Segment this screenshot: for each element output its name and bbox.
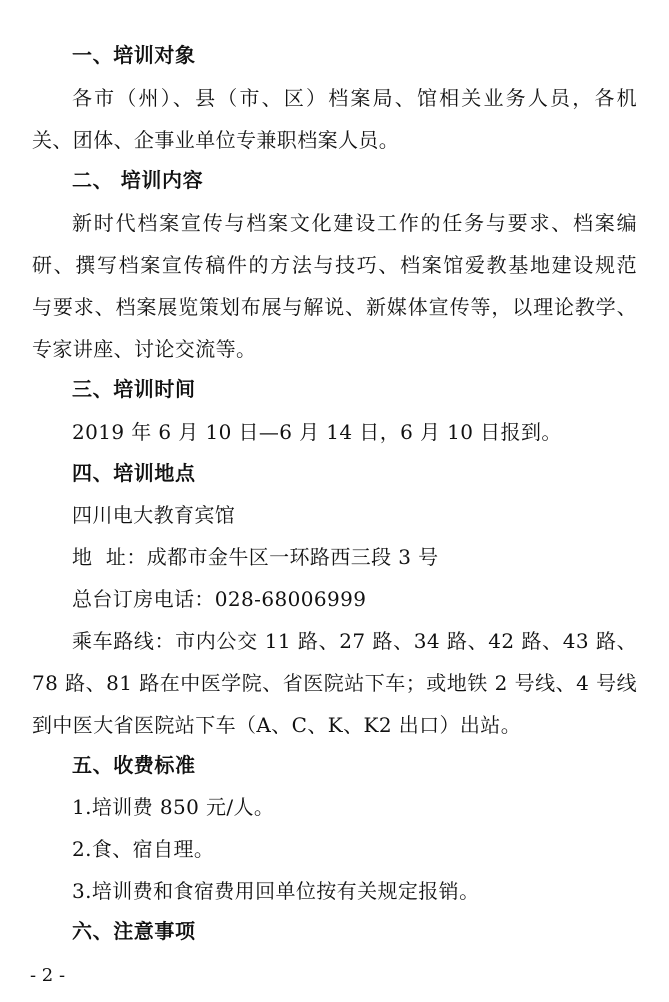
paragraph-line: 专家讲座、讨论交流等。: [32, 337, 257, 361]
paragraph-line: 78 路、81 路在中医学院、省医院站下车；或地铁 2 号线、4 号线: [32, 671, 637, 695]
paragraph-line: 乘车路线：市内公交 11 路、27 路、34 路、42 路、43 路、: [72, 629, 637, 653]
paragraph-line: 关、团体、企事业单位专兼职档案人员。: [32, 128, 400, 152]
paragraph-line: 2019 年 6 月 10 日—6 月 14 日，6 月 10 日报到。: [72, 420, 562, 444]
section-heading-notes: 六、注意事项: [72, 919, 196, 943]
venue-name: 四川电大教育宾馆: [72, 503, 236, 527]
paragraph-line: 与要求、档案展览策划布展与解说、新媒体宣传等，以理论教学、: [32, 295, 637, 319]
section-heading-fees: 五、收费标准: [72, 753, 196, 777]
list-item: 2.食、宿自理。: [72, 837, 215, 861]
paragraph-line: 新时代档案宣传与档案文化建设工作的任务与要求、档案编: [72, 211, 637, 235]
paragraph-line: 到中医大省医院站下车（A、C、K、K2 出口）出站。: [32, 713, 522, 737]
list-item: 1.培训费 850 元/人。: [72, 795, 275, 819]
section-heading-time: 三、培训时间: [72, 377, 196, 401]
list-item: 3.培训费和食宿费用回单位按有关规定报销。: [72, 879, 480, 903]
venue-phone: 总台订房电话：028-68006999: [72, 587, 367, 611]
section-heading-location: 四、培训地点: [72, 461, 196, 485]
section-heading-content: 二、 培训内容: [72, 168, 204, 192]
paragraph-line: 各市（州）、县（市、区）档案局、馆相关业务人员，各机: [72, 86, 637, 110]
venue-address: 地 址：成都市金牛区一环路西三段 3 号: [72, 545, 439, 569]
section-heading-trainees: 一、培训对象: [72, 43, 196, 67]
paragraph-line: 研、撰写档案宣传稿件的方法与技巧、档案馆爱教基地建设规范: [32, 253, 637, 277]
page-number: - 2 -: [30, 965, 66, 986]
